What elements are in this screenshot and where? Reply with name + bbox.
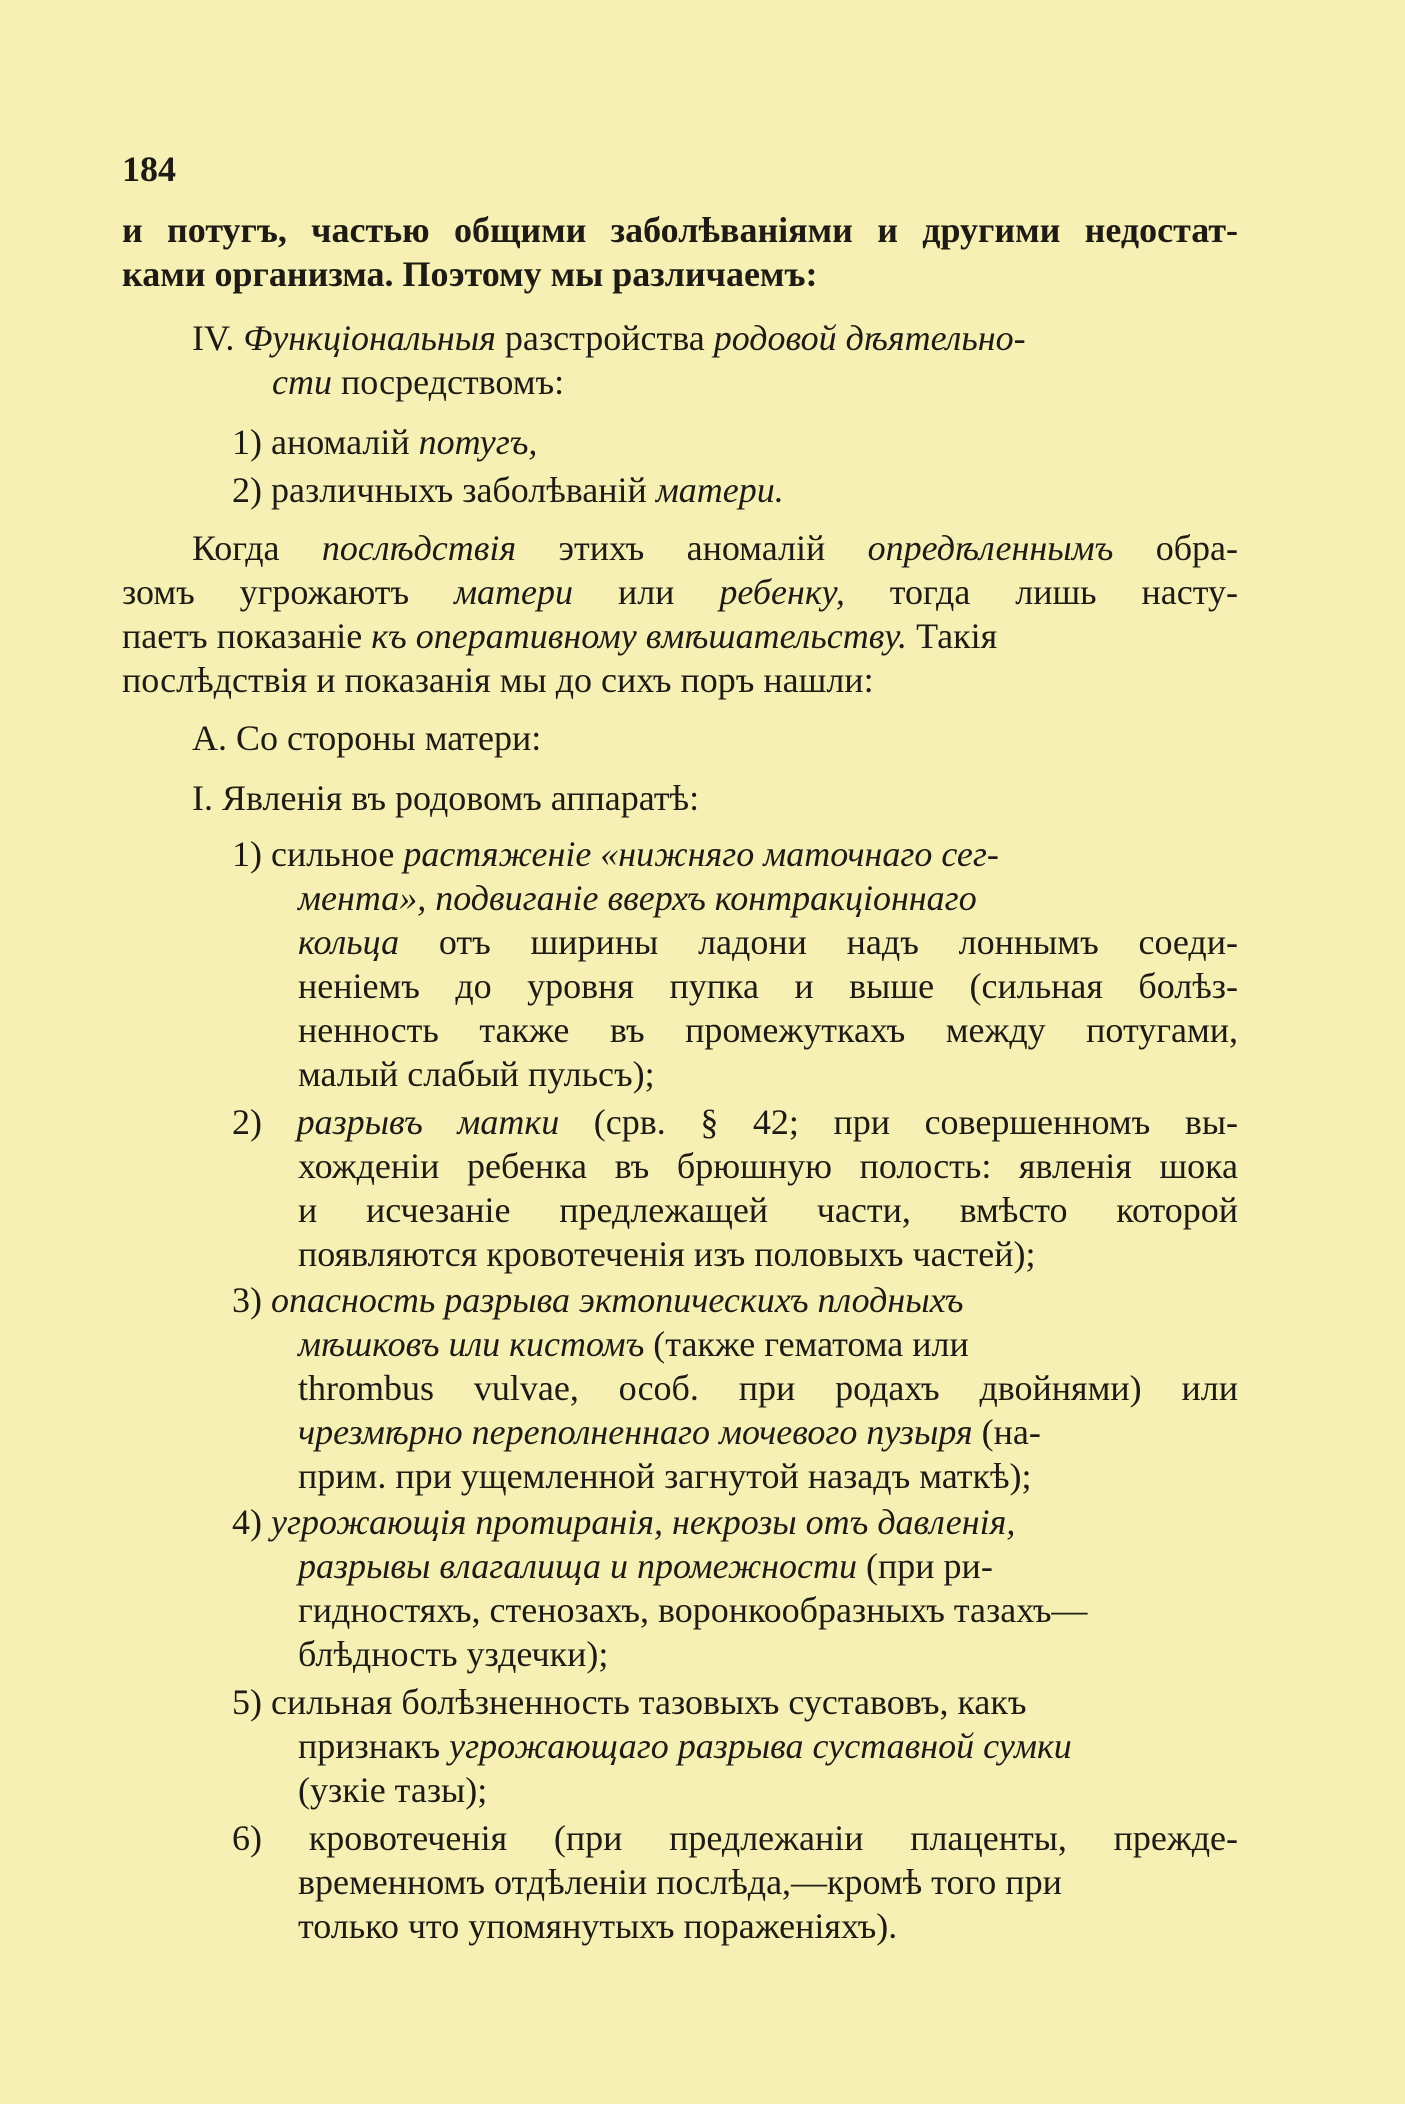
text-segment: (срв. § 42; при совершенномъ вы-: [559, 1102, 1238, 1142]
italic-text: родовой дѣятельно-: [713, 318, 1026, 358]
text-segment: зомъ угрожаютъ: [122, 572, 455, 612]
text-segment: 2) различныхъ заболѣваній: [232, 470, 656, 510]
italic-text: мѣшковъ или кистомъ: [298, 1324, 645, 1364]
italic-text: чрезмѣрно переполненнаго мочевого пузыря: [298, 1412, 973, 1452]
text-line: [298, 1544, 993, 1588]
bold-text: ками организма. Поэтому мы различаемъ:: [122, 254, 818, 294]
text-line: [298, 1144, 1238, 1188]
italic-text: сти: [272, 362, 332, 402]
text-line: [232, 832, 999, 876]
text-line: [192, 316, 1026, 360]
text-segment: малый слабый пульсъ);: [298, 1054, 655, 1094]
italic-text: растяженіе «нижняго маточнаго сег-: [403, 834, 999, 874]
text-segment: послѣдствія и показанія мы до сихъ поръ нашли:: [122, 660, 874, 700]
italic-text: угрожающія протиранія, некрозы отъ давленія,: [271, 1502, 1016, 1542]
italic-text: матери: [454, 572, 574, 612]
italic-text: подвиганіе вверхъ контракціоннаго: [435, 878, 977, 918]
text-segment: 1) сильное: [232, 834, 404, 874]
text-line: [298, 1008, 1238, 1052]
italic-text: угрожающаго разрыва суставной сумки: [449, 1726, 1072, 1766]
text-segment: хожденіи ребенка въ брюшную полость: явленія шока: [298, 1146, 1238, 1186]
text-segment: IV.: [192, 318, 244, 358]
page-number: 184: [122, 149, 176, 189]
text-line: [298, 920, 1238, 964]
text-segment: [426, 878, 435, 918]
text-line: [298, 964, 1238, 1008]
text-segment: Когда: [192, 528, 322, 568]
text-line: [122, 252, 817, 296]
text-line: [298, 1188, 1238, 1232]
text-segment: 3): [232, 1280, 271, 1320]
text-line: [298, 1232, 1036, 1276]
text-segment: разстройства: [495, 318, 714, 358]
text-segment: thrombus vulvae, особ. при родахъ двойнями) или: [298, 1368, 1238, 1408]
text-line: [298, 1052, 655, 1096]
text-line: [298, 1724, 1072, 1768]
text-segment: прим. при ущемленной загнутой назадъ маткѣ);: [298, 1456, 1032, 1496]
text-segment: признакъ: [298, 1726, 450, 1766]
text-line: [192, 716, 541, 760]
text-segment: 6) кровотеченія (при предлежаніи плаценты, прежде-: [232, 1818, 1238, 1858]
text-segment: и исчезаніе предлежащей части, вмѣсто которой: [298, 1190, 1238, 1230]
text-segment: (при ри-: [857, 1546, 993, 1586]
text-line: [232, 1100, 1238, 1144]
text-segment: А. Со стороны матери:: [192, 718, 542, 758]
text-line: [298, 1588, 1087, 1632]
text-segment: гидностяхъ, стенозахъ, воронкообразныхъ тазахъ—: [298, 1590, 1088, 1630]
text-line: [232, 1278, 963, 1322]
text-line: [232, 468, 784, 512]
italic-text: Функціональныя: [243, 318, 496, 358]
text-segment: паетъ показаніе: [122, 616, 372, 656]
italic-text: кольца: [298, 922, 400, 962]
text-segment: временномъ отдѣленіи послѣда,—кромѣ того при: [298, 1862, 1062, 1902]
text-line: [298, 1904, 897, 1948]
text-segment: блѣдность уздечки);: [298, 1634, 609, 1674]
text-line: [232, 420, 537, 464]
text-segment: или: [573, 572, 720, 612]
text-line: [298, 1860, 1062, 1904]
italic-text: матери.: [655, 470, 784, 510]
text-segment: неніемъ до уровня пупка и выше (сильная болѣз-: [298, 966, 1238, 1006]
text-segment: 5) сильная болѣзненность тазовыхъ суставовъ, какъ: [232, 1682, 1027, 1722]
text-line: [298, 1322, 969, 1366]
text-line: [192, 526, 1238, 570]
text-segment: (узкіе тазы);: [298, 1770, 488, 1810]
italic-text: разрывы влагалища и промежности: [298, 1546, 858, 1586]
italic-text: мента»,: [298, 878, 427, 918]
text-line: [192, 776, 699, 820]
text-line: [298, 1454, 1032, 1498]
text-line: [298, 1768, 487, 1812]
italic-text: разрывъ матки: [296, 1102, 560, 1142]
text-line: [272, 360, 564, 404]
text-segment: 4): [232, 1502, 271, 1542]
text-segment: появляются кровотеченія изъ половыхъ частей);: [298, 1234, 1036, 1274]
text-segment: обра-: [1113, 528, 1238, 568]
text-line: [122, 614, 997, 658]
text-line: [232, 1680, 1027, 1724]
text-segment: Такія: [907, 616, 998, 656]
italic-text: опредѣленнымъ: [867, 528, 1114, 568]
italic-text: послѣдствія: [321, 528, 517, 568]
text-line: [122, 570, 1238, 614]
text-segment: этихъ аномалій: [516, 528, 868, 568]
text-segment: 1) аномалій: [232, 422, 419, 462]
text-line: [122, 208, 1238, 252]
italic-text: ребенку,: [719, 572, 845, 612]
italic-text: къ оперативному вмѣшательству.: [371, 616, 908, 656]
text-line: [298, 1410, 1041, 1454]
text-segment: посредствомъ:: [331, 362, 565, 402]
text-segment: тогда лишь насту-: [844, 572, 1238, 612]
text-segment: (на-: [972, 1412, 1041, 1452]
text-segment: только что упомянутыхъ пораженіяхъ).: [298, 1906, 898, 1946]
italic-text: потугъ,: [418, 422, 538, 462]
text-line: [122, 658, 874, 702]
bold-text: и потугъ, частью общими заболѣваніями и другими недостат-: [122, 210, 1238, 250]
text-segment: 2): [232, 1102, 297, 1142]
text-line: [232, 1500, 1015, 1544]
text-line: [232, 1816, 1238, 1860]
text-line: [298, 1632, 608, 1676]
text-segment: отъ ширины ладони надъ лоннымъ соеди-: [399, 922, 1238, 962]
text-segment: ненность также въ промежуткахъ между потугами,: [298, 1010, 1238, 1050]
italic-text: опасность разрыва эктопическихъ плодныхъ: [271, 1280, 964, 1320]
text-line: [298, 876, 977, 920]
text-segment: (также гематома или: [644, 1324, 969, 1364]
text-segment: I. Явленія въ родовомъ аппаратѣ:: [192, 778, 700, 818]
text-line: [298, 1366, 1238, 1410]
